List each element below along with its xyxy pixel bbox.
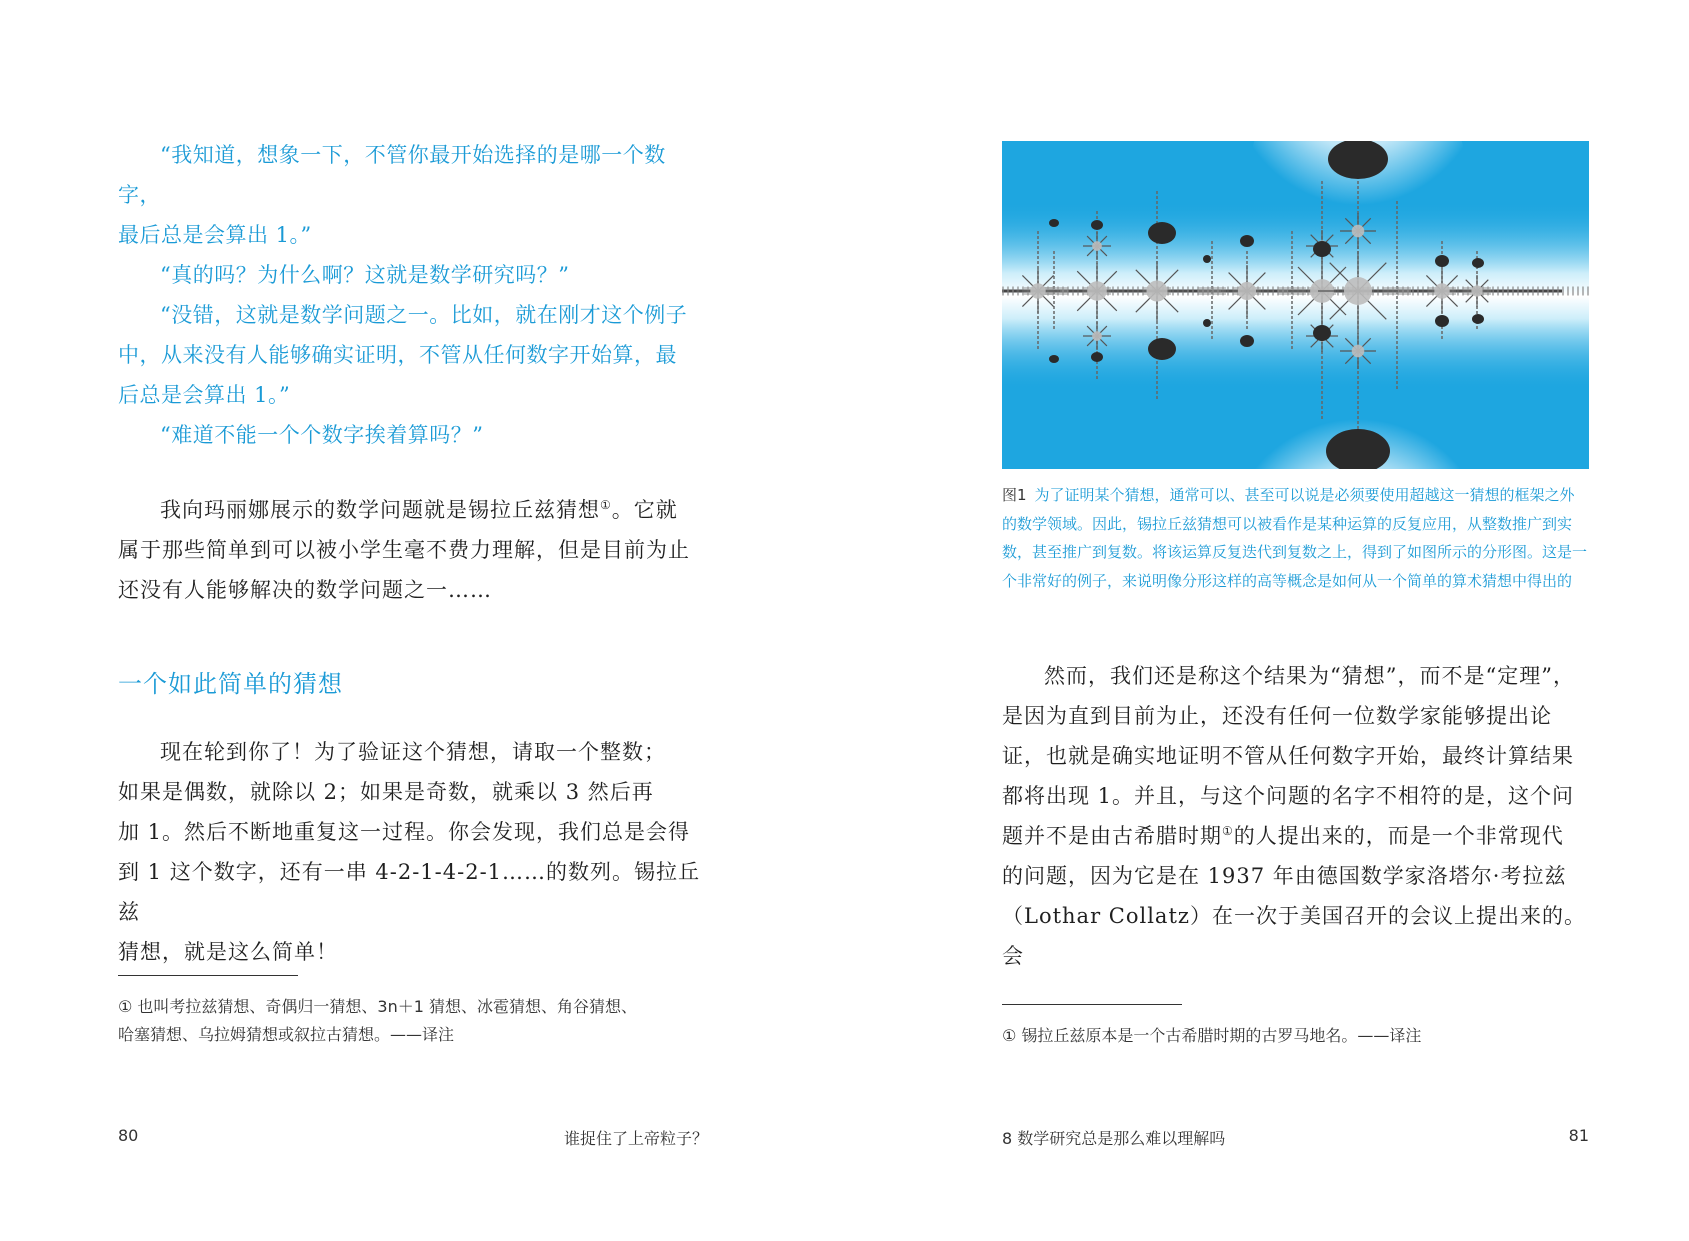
body-line: 是因为直到目前为止，还没有任何一位数学家能够提出论 (1002, 704, 1552, 728)
fractal-svg (1002, 141, 1589, 469)
intro-line: 我向玛丽娜展示的数学问题就是锡拉丘兹猜想①。它就 (160, 498, 678, 522)
fractal-blob (1148, 338, 1176, 360)
fractal-cluster (1352, 345, 1365, 358)
dialog-line: “我知道，想象一下，不管你最开始选择的是哪一个数字， (118, 143, 666, 207)
footnote-marker: ① (600, 498, 612, 512)
fractal-cluster (1092, 241, 1102, 251)
fractal-blob (1472, 258, 1484, 268)
intro-paragraph (118, 490, 708, 610)
left-page (0, 0, 844, 1241)
dialog-line: “真的吗？为什么啊？这就是数学研究吗？” (160, 263, 570, 287)
running-head: 谁捉住了上帝粒子？ (563, 1129, 708, 1148)
fractal-blob (1148, 222, 1176, 244)
fractal-cluster (1092, 331, 1102, 341)
figure-label: 图1 (1002, 486, 1027, 504)
fractal-blob (1203, 319, 1211, 327)
fractal-cluster (1087, 281, 1107, 301)
caption-text: 为了证明某个猜想，通常可以、甚至可以说是必须要使用超越这一猜想的框架之外的数学领域。因此，锡拉丘兹猜想可以被看作是某种运算的反复应用，从整数推广到实数，甚至推广到复数。将该运算反复迭代到复数之上，得到了如图所示的分形图。这是一个非常好的例子，来说明像分形这样的高等概念是如何从一个简单的算术猜想中得出的 (1002, 486, 1588, 590)
fractal-cluster (1344, 277, 1372, 305)
section-line: 如果是偶数，就除以 2；如果是奇数，就乘以 3 然后再 (118, 780, 654, 804)
fractal-blob (1049, 219, 1059, 227)
fractal-blob (1091, 220, 1103, 230)
fractal-blob (1472, 314, 1484, 324)
section-line: 现在轮到你了！为了验证这个猜想，请取一个整数； (160, 740, 666, 764)
fractal-blob (1435, 315, 1449, 327)
dialog-line: “难道不能一个个数字挨着算吗？” (160, 423, 484, 447)
fractal-blob (1049, 355, 1059, 363)
fractal-blob (1313, 325, 1331, 341)
dialog-line: 最后总是会算出 1。” (118, 223, 312, 247)
figure-caption (1002, 481, 1589, 595)
footnote-marker: ① (1222, 824, 1234, 838)
section-line: 猜想，就是这么简单！ (118, 940, 338, 964)
footnote-line: ① 也叫考拉兹猜想、奇偶归一猜想、3n＋1 猜想、冰雹猜想、角谷猜想、 (118, 997, 638, 1016)
fractal-blob (1435, 255, 1449, 267)
dialog-block (118, 135, 708, 455)
section-line: 到 1 这个数字，还有一串 4-2-1-4-2-1……的数列。锡拉丘兹 (118, 860, 701, 924)
body-line: （Lothar Collatz）在一次于美国召开的会议上提出来的。会 (1002, 904, 1586, 968)
fractal-image (1002, 141, 1589, 469)
footnote: ① 锡拉丘兹原本是一个古希腊时期的古罗马地名。——译注 (1002, 1026, 1422, 1045)
fractal-cluster (1434, 283, 1449, 298)
fractal-blob (1240, 335, 1254, 347)
dialog-line: 后总是会算出 1。” (118, 383, 291, 407)
footnote (118, 993, 708, 1049)
footnote-line: 哈塞猜想、乌拉姆猜想或叙拉古猜想。——译注 (118, 1025, 455, 1044)
right-page (845, 0, 1689, 1241)
running-head: 8 数学研究总是那么难以理解吗 (1002, 1129, 1226, 1148)
intro-line: 还没有人能够解决的数学问题之一…… (118, 578, 492, 602)
fractal-cluster (1471, 285, 1482, 296)
intro-line: 属于那些简单到可以被小学生毫不费力理解，但是目前为止 (118, 538, 690, 562)
fractal-cluster (1238, 282, 1256, 300)
body-line: 的问题，因为它是在 1937 年由德国数学家洛塔尔·考拉兹 (1002, 864, 1567, 888)
footnote-rule (1002, 1004, 1182, 1005)
fractal-blob (1240, 235, 1254, 247)
dialog-line: 中，从来没有人能够确实证明，不管从任何数字开始算，最 (118, 343, 677, 367)
body-line: 证，也就是确实地证明不管从任何数字开始，最终计算结果 (1002, 744, 1574, 768)
section-title: 一个如此简单的猜想 (118, 670, 343, 698)
fractal-blob (1203, 255, 1211, 263)
page-number: 81 (1568, 1126, 1589, 1145)
right-paragraph (1002, 656, 1589, 976)
fractal-cluster (1147, 281, 1168, 302)
body-line: 题并不是由古希腊时期①的人提出来的，而是一个非常现代 (1002, 824, 1564, 848)
section-paragraph (118, 732, 708, 972)
fractal-blob (1313, 241, 1331, 257)
section-line: 加 1。然后不断地重复这一过程。你会发现，我们总是会得 (118, 820, 691, 844)
dialog-line: “没错，这就是数学问题之一。比如，就在刚才这个例子 (160, 303, 688, 327)
fractal-cluster (1030, 283, 1045, 298)
fractal-blob (1091, 352, 1103, 362)
body-line: 然而，我们还是称这个结果为“猜想”，而不是“定理”， (1044, 664, 1575, 688)
body-line: 都将出现 1。并且，与这个问题的名字不相符的是，这个问 (1002, 784, 1575, 808)
footnote-rule (118, 975, 298, 976)
fractal-cluster (1352, 225, 1365, 238)
page-number: 80 (118, 1126, 139, 1145)
